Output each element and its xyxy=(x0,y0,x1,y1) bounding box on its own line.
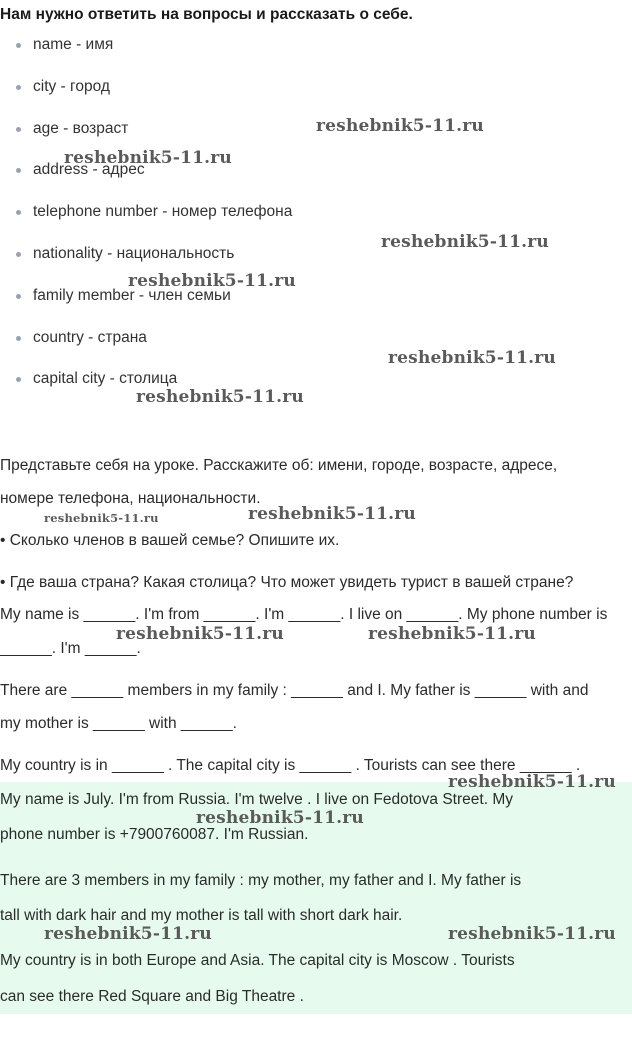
watermark: reshebnik5-11.ru xyxy=(44,511,159,525)
list-item: family member - член семьи xyxy=(0,283,632,325)
watermark: reshebnik5-11.ru xyxy=(196,808,364,828)
answer-line-1: My name is July. I'm from Russia. I'm twelve . I live on Fedotova Street. My xyxy=(0,791,513,808)
watermark: reshebnik5-11.ru xyxy=(368,624,536,644)
bullet-dot xyxy=(16,127,21,132)
answer-line-2: phone number is +7900760087. I'm Russian. xyxy=(0,826,309,843)
watermark: reshebnik5-11.ru xyxy=(448,772,616,792)
watermark: reshebnik5-11.ru xyxy=(248,504,416,524)
watermark: reshebnik5-11.ru xyxy=(64,148,232,168)
template-line-1: My name is ______. I'm from ______. I'm ______. I live on ______. My phone number is xyxy=(0,606,608,623)
bullet-dot xyxy=(16,210,21,215)
bullet-dot xyxy=(16,377,21,382)
bullet-dot xyxy=(16,168,21,173)
watermark: reshebnik5-11.ru xyxy=(381,232,549,252)
template-line-3: There are ______ members in my family : ______ and I. My father is ______ with and xyxy=(0,682,589,699)
watermark: reshebnik5-11.ru xyxy=(44,924,212,944)
template-line-2: ______. I'm ______. xyxy=(0,640,141,657)
watermark: reshebnik5-11.ru xyxy=(388,348,556,368)
answer-line-5: My country is in both Europe and Asia. The capital city is Moscow . Tourists xyxy=(0,952,515,969)
page-heading: Нам нужно ответить на вопросы и рассказать о себе. xyxy=(0,6,413,23)
task-text-line-1: Представьте себя на уроке. Расскажите об: имени, городе, возрасте, адресе, xyxy=(0,457,558,474)
list-item: country - страна xyxy=(0,325,632,367)
template-line-5: My country is in ______ . The capital city is ______ . Tourists can see there ______ . xyxy=(0,757,581,774)
bullet-dot xyxy=(16,252,21,257)
bullet-dot xyxy=(16,85,21,90)
list-item: name - имя xyxy=(0,32,632,74)
list-item: age - возраст xyxy=(0,116,632,158)
answer-line-4: tall with dark hair and my mother is tall with short dark hair. xyxy=(0,907,403,924)
task-bullet-family: • Сколько членов в вашей семье? Опишите их. xyxy=(0,532,340,549)
answer-line-6: can see there Red Square and Big Theatre . xyxy=(0,988,304,1005)
watermark: reshebnik5-11.ru xyxy=(116,624,284,644)
list-item: nationality - национальность xyxy=(0,241,632,283)
watermark: reshebnik5-11.ru xyxy=(128,271,296,291)
list-item: telephone number - номер телефона xyxy=(0,199,632,241)
template-line-4: my mother is ______ with ______. xyxy=(0,715,237,732)
answer-line-3: There are 3 members in my family : my mother, my father and I. My father is xyxy=(0,872,522,889)
list-item: address - адрес xyxy=(0,157,632,199)
watermark: reshebnik5-11.ru xyxy=(136,387,304,407)
watermark: reshebnik5-11.ru xyxy=(448,924,616,944)
bullet-dot xyxy=(16,43,21,48)
bullet-dot xyxy=(16,294,21,299)
list-item: capital city - столица xyxy=(0,366,632,408)
bullet-dot xyxy=(16,336,21,341)
list-item: city - город xyxy=(0,74,632,116)
task-bullet-country: • Где ваша страна? Какая столица? Что может увидеть турист в вашей стране? xyxy=(0,574,574,591)
task-text-line-2: номере телефона, национальности. xyxy=(0,490,261,507)
watermark: reshebnik5-11.ru xyxy=(316,116,484,136)
